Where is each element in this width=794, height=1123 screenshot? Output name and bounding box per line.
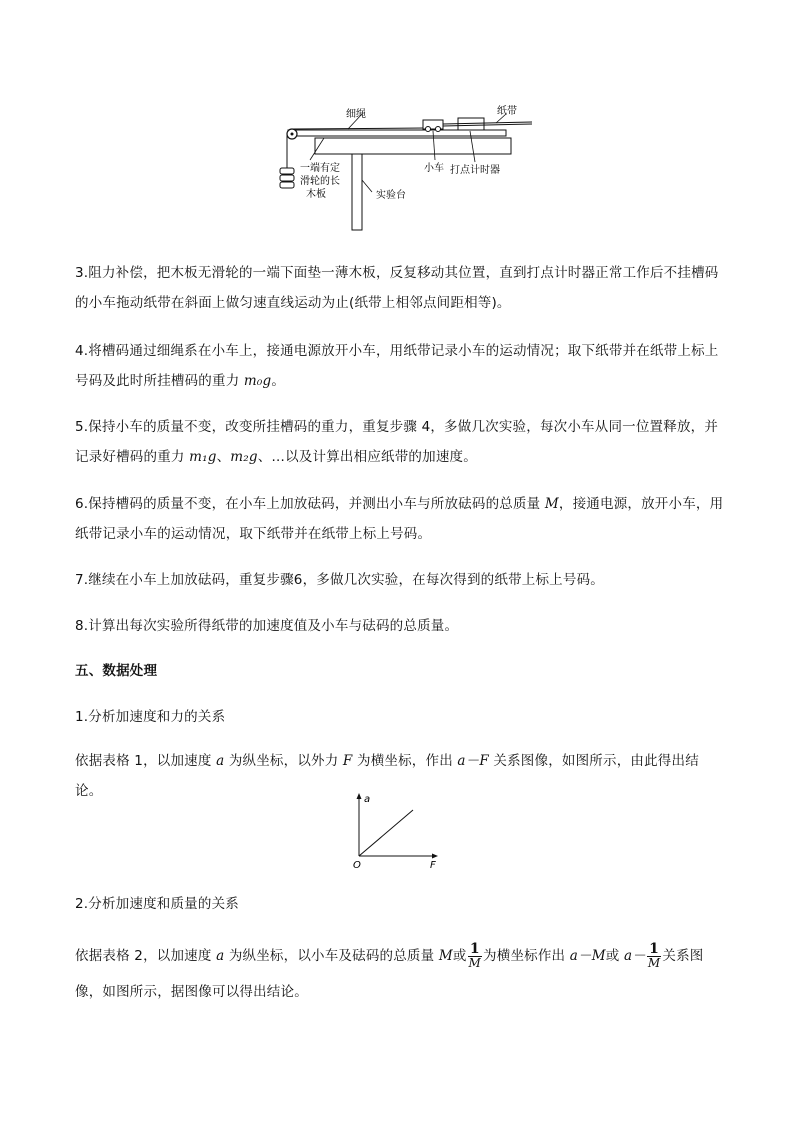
analysis2-title: 2.分析加速度和质量的关系 [75,896,239,912]
analysis1-title: 1.分析加速度和力的关系 [75,709,226,725]
graph-y-label: a [364,794,371,805]
step-5: 5.保持小车的质量不变，改变所挂槽码的重力，重复步骤 4，多做几次实验，每次小车从同一位置释放，并记录好槽码的重力 m₁g、m₂g、…以及计算出相应纸带的加速度。 [75,419,719,465]
step-8: 8.计算出每次实验所得纸带的加速度值及小车与砝码的总质量。 [75,618,459,634]
label-cart: 小车 [424,163,444,174]
label-board-3: 木板 [306,189,326,200]
step-7: 7.继续在小车上加放砝码，重复步骤6，多做几次实验，在每次得到的纸带上标上号码。 [75,572,604,588]
label-rope: 细绳 [346,109,366,120]
step-4: 4.将槽码通过细绳系在小车上，接通电源放开小车，用纸带记录小车的运动情况；取下纸带并在纸带上标上号码及此时所挂槽码的重力 m₀g。 [75,343,719,389]
analysis2-text: 依据表格 2，以加速度 a 为纵坐标，以小车及砝码的总质量 M或 $\frac{1}{M}$ 为横坐标作出 a－M或 a－ $\frac{1}{M}$ 关系图像，如图所示，据图像可以得出结论。 [75,940,704,1000]
a-f-graph [345,790,445,872]
fraction-1-over-m: $\frac{1}{M}$ [468,940,482,970]
label-timer: 打点计时器 [450,165,500,176]
label-board-1: 一端有定 [300,163,340,174]
step-3: 3.阻力补偿，把木板无滑轮的一端下面垫一薄木板，反复移动其位置，直到打点计时器正常工作后不挂槽码的小车拖动纸带在斜面上做匀速直线运动为止(纸带上相邻点间距相等)。 [75,265,719,311]
step-6: 6.保持槽码的质量不变，在小车上加放砝码，并测出小车与所放砝码的总质量 M，接通电源，放开小车，用纸带记录小车的运动情况，取下纸带并在纸带上标上号码。 [75,496,724,542]
analysis1-text: 依据表格 1，以加速度 a 为纵坐标，以外力 F 为横坐标，作出 a－F 关系图像，如图所示，由此得出结论。 [75,753,699,799]
apparatus-diagram [270,100,540,235]
label-table: 实验台 [376,190,406,201]
fraction-1-over-m-2: $\frac{1}{M}$ [647,940,661,970]
section-title: 五、数据处理 [75,663,158,679]
label-tape: 纸带 [497,106,517,117]
graph-origin-label: O [353,860,361,871]
graph-x-label: F [430,860,436,871]
label-board-2: 滑轮的长 [300,176,340,187]
